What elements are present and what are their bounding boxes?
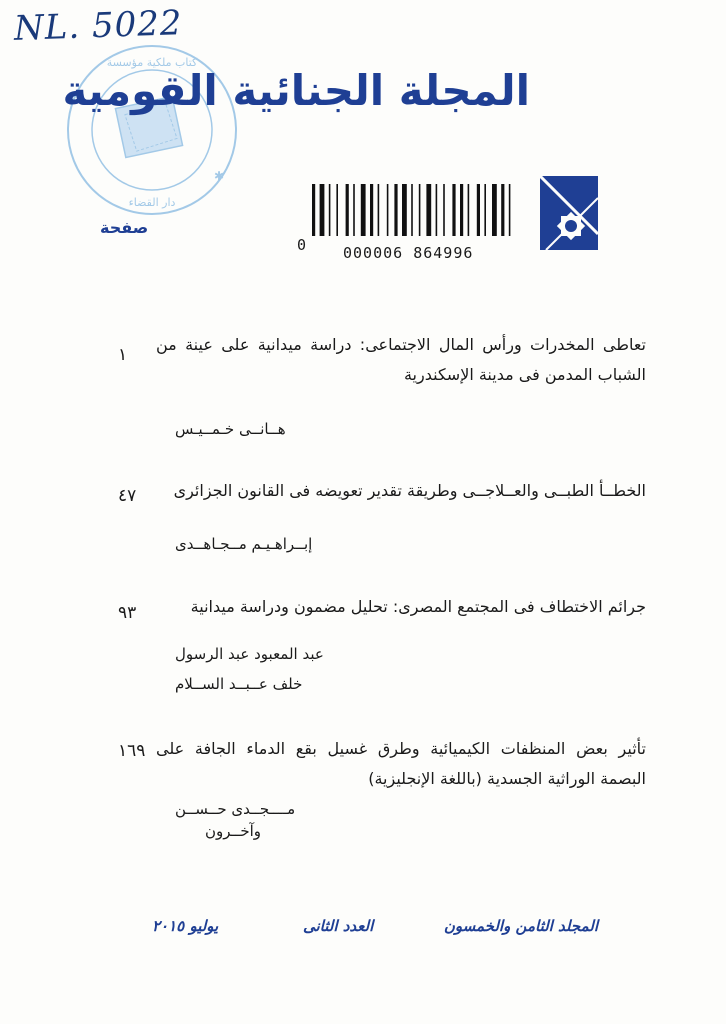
barcode-bar	[411, 184, 413, 236]
footer-issue: العدد الثانى	[303, 917, 374, 935]
barcode-bar	[436, 184, 438, 236]
article-author: عبد المعبود عبد الرسول	[175, 645, 324, 663]
barcode-bar	[336, 184, 338, 236]
article-title: الخطــأ الطبــى والعــلاجــى وطريقة تقدير تعويضه فى القانون الجزائرى	[173, 481, 646, 500]
article-page-number: ٤٧	[118, 486, 137, 506]
barcode-bar	[312, 184, 315, 236]
article-title: تعاطى المخدرات ورأس المال الاجتماعى: دراسة ميدانية على عينة من الشباب المدمن فى مدينة الإسكندرية	[156, 335, 646, 384]
barcode-bar	[501, 184, 504, 236]
article-page-number: ١	[118, 345, 128, 365]
barcode-bar	[346, 184, 349, 236]
barcode-bar	[387, 184, 389, 236]
barcode-bar	[378, 184, 380, 236]
svg-text:✱: ✱	[214, 169, 225, 183]
stamp-text-bottom: دار القضاء	[128, 196, 176, 209]
barcode-bar	[419, 184, 421, 236]
article-title: جرائم الاختطاف فى المجتمع المصرى: تحليل مضمون ودراسة ميدانية	[190, 597, 646, 616]
barcode-bar	[320, 184, 325, 236]
barcode-bar	[509, 184, 511, 236]
barcode-bar	[353, 184, 355, 236]
barcode-bar	[468, 184, 470, 236]
page-column-header: صفحة	[100, 218, 149, 237]
article-author: مــــجــدى حــســن	[175, 800, 296, 818]
article-author: خلف عــبــد الســلام	[175, 675, 303, 693]
barcode-bar	[394, 184, 397, 236]
catalog-note: NL. 5022	[13, 3, 184, 49]
barcode-bar	[426, 184, 431, 236]
article-author: وآخــرون	[205, 822, 262, 840]
barcode-prefix: 0	[297, 236, 307, 254]
barcode-bar	[452, 184, 455, 236]
article-title: تأثير بعض المنظفات الكيميائية وطرق غسيل بقع الدماء الجافة على البصمة الوراثية الجسدية (باللغة الإنجليزية)	[156, 739, 646, 788]
barcode-bar	[484, 184, 486, 236]
footer-volume: المجلد الثامن والخمسون	[443, 917, 598, 935]
article-author: إبــراهـيـم مــجـاهــدى	[175, 535, 313, 553]
barcode-bars	[312, 184, 510, 236]
stamp-text-top: كتاب ملكية مؤسسة	[106, 56, 198, 69]
journal-title: المجلة الجنائية القومية	[62, 66, 530, 115]
barcode-bar	[361, 184, 366, 236]
footer-date: يوليو ٢٠١٥	[152, 917, 219, 935]
barcode-logo-icon	[540, 176, 598, 250]
barcode-bar	[492, 184, 497, 236]
article-author: هــانــى خـمــيـس	[175, 420, 286, 438]
barcode-bar	[460, 184, 463, 236]
barcode-bar	[402, 184, 407, 236]
barcode-bar	[477, 184, 480, 236]
article-page-number: ١٦٩	[118, 741, 146, 761]
barcode-bar	[370, 184, 373, 236]
barcode-bar	[443, 184, 445, 236]
barcode-number: 000006 864996	[343, 244, 474, 262]
article-page-number: ٩٣	[118, 603, 137, 623]
barcode-bar	[329, 184, 331, 236]
